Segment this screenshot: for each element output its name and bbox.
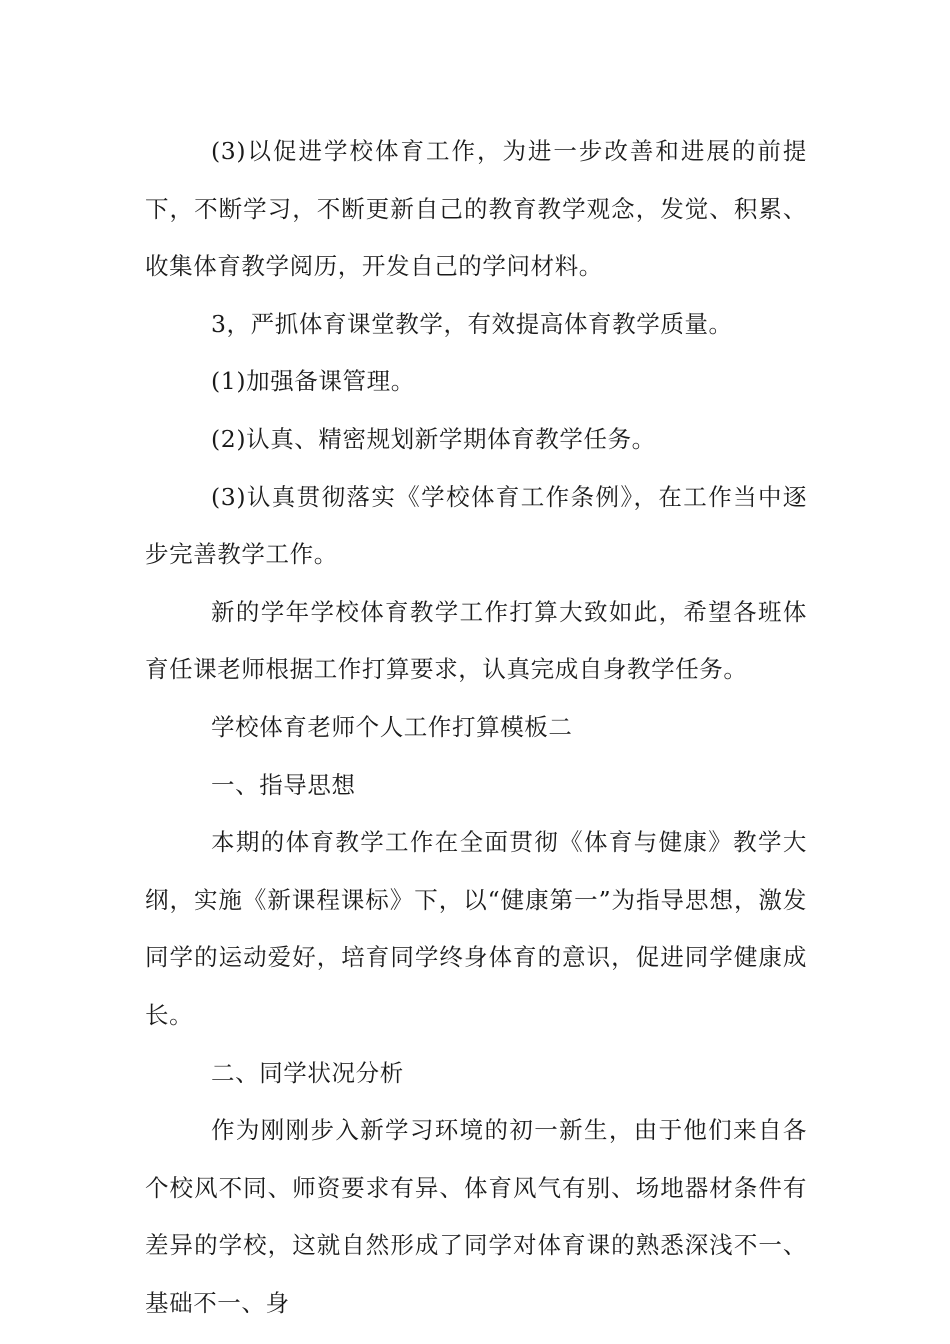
- paragraph-4: (2)认真、精密规划新学期体育教学任务。: [211, 424, 656, 453]
- paragraph-5: (3)认真贯彻落实《学校体育工作条例》，在工作当中逐步完善教学工作。: [145, 482, 807, 569]
- paragraph-6: 新的学年学校体育教学工作打算大致如此，希望各班体育任课老师根据工作打算要求，认真完成自身教学任务。: [145, 597, 807, 684]
- paragraph-8: 作为刚刚步入新学习环境的初一新生，由于他们来自各个校风不同、师资要求有异、体育风气有别、场地器材条件有差异的学校，这就自然形成了同学对体育课的熟悉深浅不一、基础不一、身: [145, 1116, 807, 1317]
- paragraph-3: (1)加强备课管理。: [211, 367, 415, 396]
- paragraph-7: 本期的体育教学工作在全面贯彻《体育与健康》教学大纲，实施《新课程课标》下，以“健康第一”为指导思想，激发同学的运动爱好，培育同学终身体育的意识，促进同学健康成长。: [145, 828, 807, 1029]
- section-title: 学校体育老师个人工作打算模板二: [211, 712, 573, 741]
- document-body: [145, 123, 807, 1332]
- paragraph-1: (3)以促进学校体育工作，为进一步改善和进展的前提下，不断学习，不断更新自己的教育教学观念，发觉、积累、收集体育教学阅历，开发自己的学问材料。: [145, 137, 807, 281]
- paragraph-2: 3，严抓体育课堂教学，有效提高体育教学质量。: [211, 309, 733, 338]
- heading-guiding-ideology: 一、指导思想: [211, 770, 356, 799]
- heading-student-analysis: 二、同学状况分析: [211, 1058, 404, 1087]
